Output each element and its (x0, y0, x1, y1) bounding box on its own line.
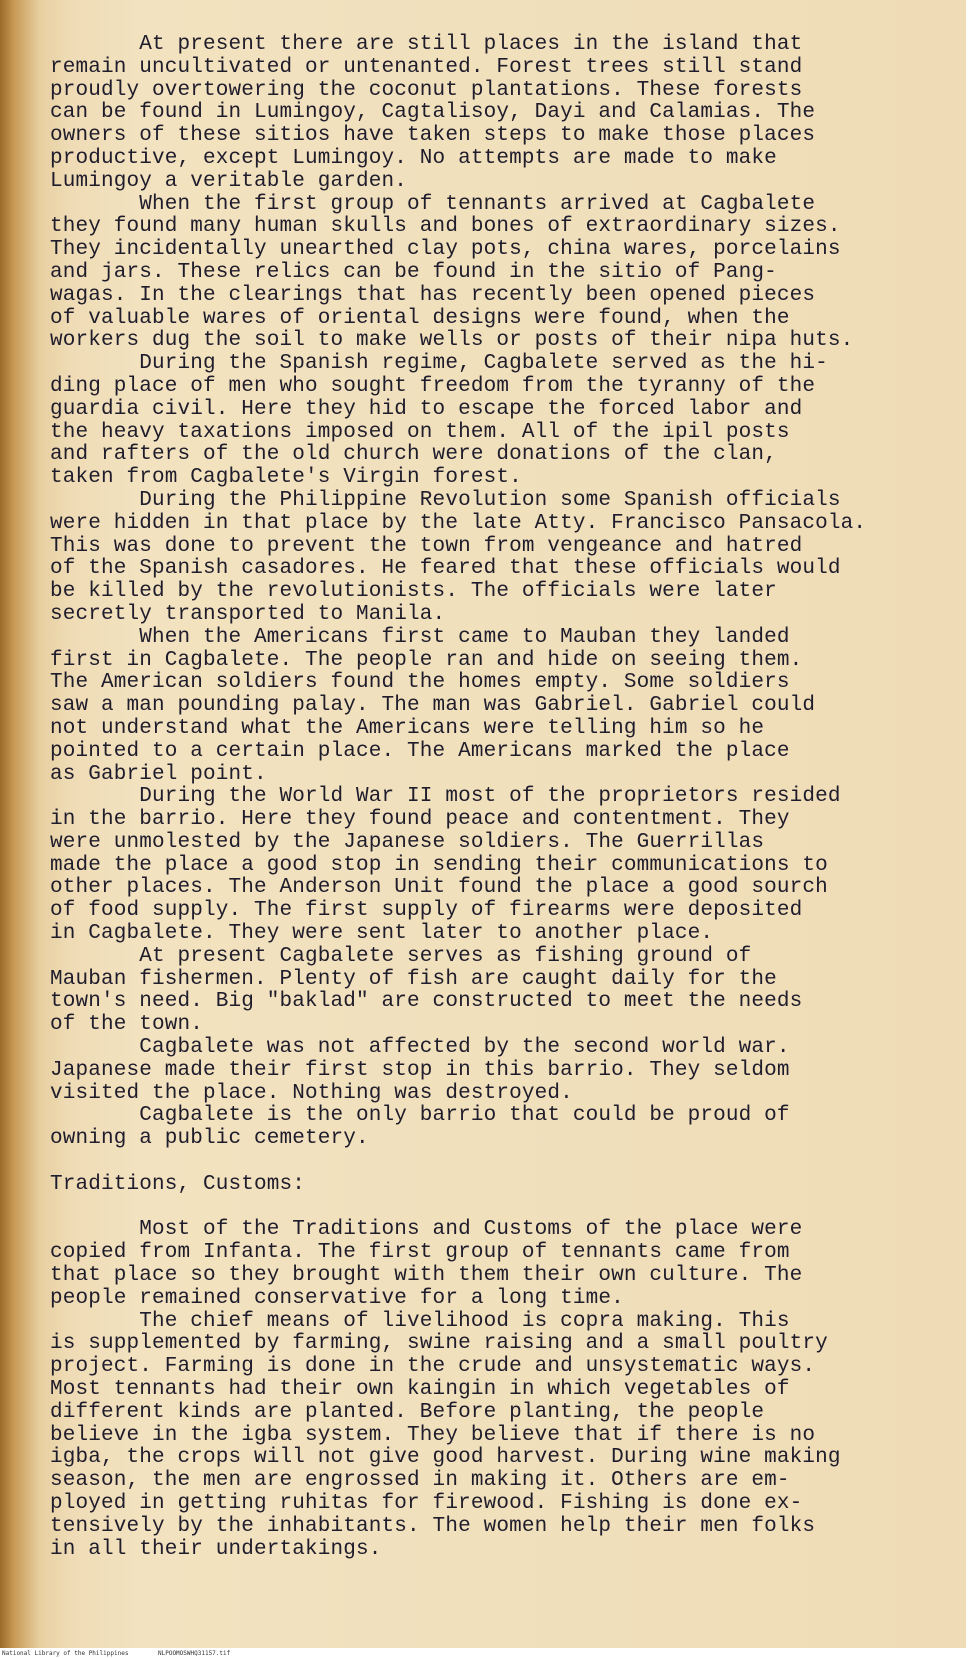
text-line: The American soldiers found the homes empty. Some soldiers (50, 671, 790, 695)
text-line: is supplemented by farming, swine raising and a small poultry (50, 1332, 828, 1356)
text-line: At present there are still places in the island that (50, 33, 803, 56)
text-line: workers dug the soil to make wells or posts of their nipa huts. (50, 329, 854, 353)
text-line: At present Cagbalete serves as fishing ground of (50, 944, 752, 968)
text-line: Cagbalete is the only barrio that could be proud of (50, 1104, 790, 1128)
text-line: owners of these sitios have taken steps to make those places (50, 124, 816, 148)
text-line: saw a man pounding palay. The man was Gabriel. Gabriel could (50, 694, 816, 718)
text-line: Most of the Traditions and Customs of the place were (50, 1218, 803, 1242)
blank-line (50, 1197, 930, 1220)
text-line: in the barrio. Here they found peace and contentment. They (50, 808, 790, 832)
text-line: owning a public cemetery. (50, 1127, 369, 1151)
text-line: they found many human skulls and bones of extraordinary sizes. (50, 215, 841, 239)
text-line: can be found in Lumingoy, Cagtalisoy, Dayi and Calamias. The (50, 101, 816, 125)
text-line: that place so they brought with them their own culture. The (50, 1264, 803, 1288)
section-heading: Traditions, Customs: (50, 1172, 306, 1196)
text-line: project. Farming is done in the crude and unsystematic ways. (50, 1355, 816, 1379)
text-line: and rafters of the old church were donations of the clan, (50, 443, 777, 467)
text-line: During the World War II most of the proprietors resided (50, 785, 841, 809)
text-line: ployed in getting ruhitas for firewood. Fishing is done ex- (50, 1492, 803, 1515)
text-line: different kinds are planted. Before planting, the people (50, 1400, 765, 1424)
text-line: of the town. (50, 1013, 204, 1037)
blank-line (50, 1151, 930, 1174)
text-line: of valuable wares of oriental designs were found, when the (50, 306, 790, 330)
text-line: people remained conservative for a long time. (50, 1286, 624, 1310)
text-line: be killed by the revolutionists. The officials were later (50, 580, 777, 604)
text-line: secretly transported to Manila. (50, 602, 446, 626)
footer-file-id: NLPOOMOSWHQ31157.tif (158, 1650, 231, 1657)
typewritten-text (50, 34, 930, 1561)
text-line: Most tennants had their own kaingin in which vegetables of (50, 1378, 790, 1402)
text-line: The chief means of livelihood is copra making. This (50, 1309, 790, 1333)
text-line: Cagbalete was not affected by the second world war. (50, 1036, 790, 1060)
text-line: ding place of men who sought freedom from the tyranny of the (50, 374, 816, 398)
text-line: as Gabriel point. (50, 762, 267, 786)
text-line: guardia civil. Here they hid to escape the forced labor and (50, 397, 803, 421)
text-line: other places. The Anderson Unit found the place a good sourch (50, 876, 828, 900)
text-line: not understand what the Americans were telling him so he (50, 716, 765, 740)
text-line: made the place a good stop in sending their communications to (50, 853, 828, 877)
text-line: tensively by the inhabitants. The women help their men folks (50, 1514, 816, 1538)
paragraph-history (50, 34, 930, 1151)
text-line: in Cagbalete. They were sent later to another place. (50, 922, 714, 946)
text-line: igba, the crops will not give good harvest. During wine making (50, 1446, 841, 1470)
text-line: first in Cagbalete. The people ran and hide on seeing them. (50, 648, 803, 672)
text-line: believe in the igba system. They believe that if there is no (50, 1423, 816, 1447)
text-line: taken from Cagbalete's Virgin forest. (50, 466, 522, 490)
text-line: of the Spanish casadores. He feared that these officials would (50, 557, 841, 581)
scan-footer (0, 1648, 976, 1658)
text-line: the heavy taxations imposed on them. All of the ipil posts (50, 420, 790, 444)
text-line: remain uncultivated or untenanted. Forest trees still stand (50, 55, 803, 79)
text-line: were hidden in that place by the late Atty. Francisco Pansacola. (50, 511, 867, 535)
text-line: and jars. These relics can be found in the sitio of Pang- (50, 260, 777, 284)
text-line: pointed to a certain place. The Americans marked the place (50, 739, 790, 763)
text-line: visited the place. Nothing was destroyed. (50, 1081, 573, 1105)
text-line: in all their undertakings. (50, 1537, 382, 1561)
text-line: town's need. Big "baklad" are constructed to meet the needs (50, 990, 803, 1014)
text-line: When the Americans first came to Mauban they landed (50, 625, 790, 649)
footer-library: National Library of the Philippines (2, 1650, 129, 1657)
text-line: were unmolested by the Japanese soldiers. The Guerrillas (50, 830, 765, 854)
text-line: They incidentally unearthed clay pots, china wares, porcelains (50, 238, 841, 262)
text-line: copied from Infanta. The first group of tennants came from (50, 1241, 790, 1265)
text-line: proudly overtowering the coconut plantations. These forests (50, 78, 803, 102)
text-line: This was done to prevent the town from vengeance and hatred (50, 534, 803, 558)
text-line: During the Philippine Revolution some Spanish officials (50, 488, 841, 512)
text-line: of food supply. The first supply of firearms were deposited (50, 899, 803, 923)
paragraph-traditions (50, 1219, 930, 1561)
text-line: season, the men are engrossed in making it. Others are em- (50, 1469, 790, 1493)
text-line: productive, except Lumingoy. No attempts are made to make (50, 146, 777, 170)
text-line: During the Spanish regime, Cagbalete served as the hi- (50, 352, 828, 376)
text-line: Mauban fishermen. Plenty of fish are caught daily for the (50, 967, 777, 991)
text-line: Lumingoy a veritable garden. (50, 169, 408, 193)
text-line: When the first group of tennants arrived at Cagbalete (50, 192, 816, 216)
text-line: wagas. In the clearings that has recently been opened pieces (50, 283, 816, 307)
text-line: Japanese made their first stop in this barrio. They seldom (50, 1058, 790, 1082)
